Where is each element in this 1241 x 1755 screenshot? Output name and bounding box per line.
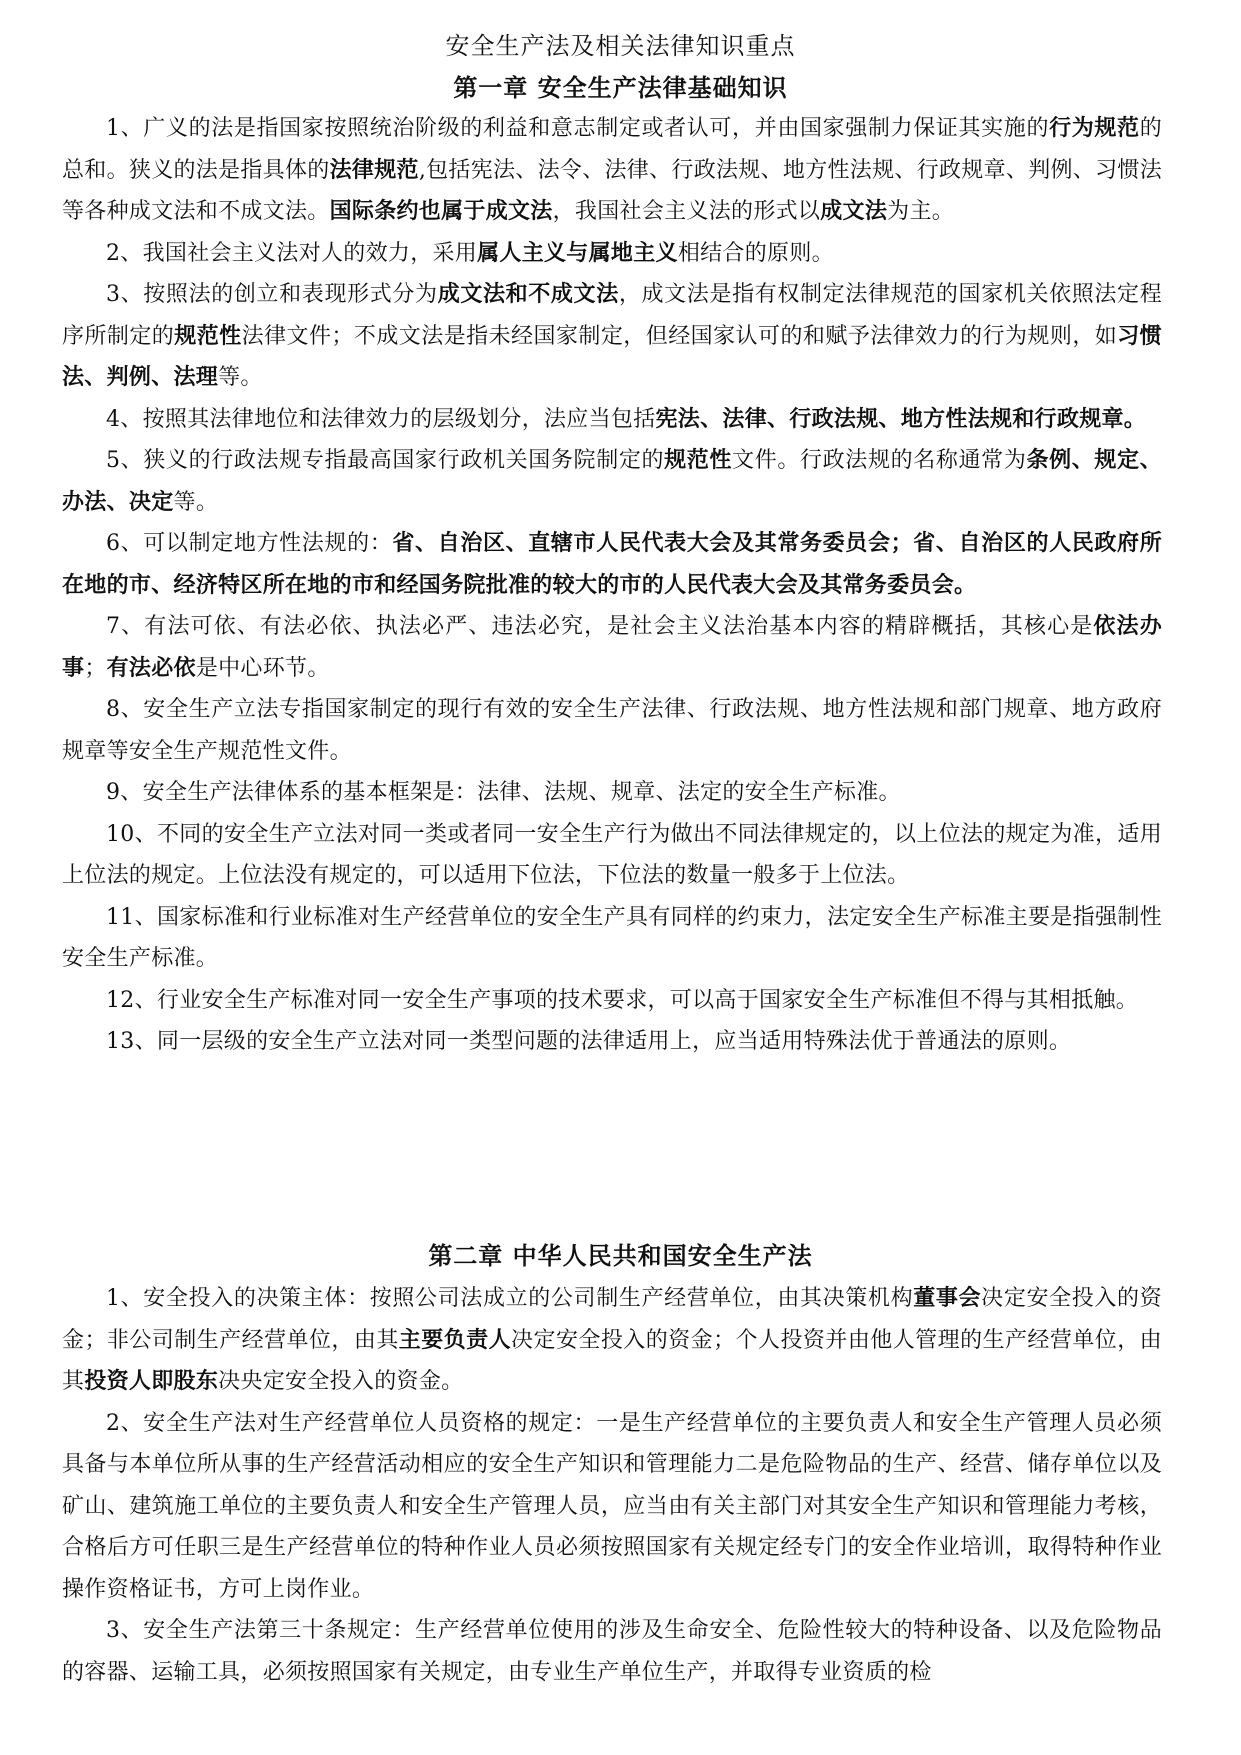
text-run: ； [84, 655, 107, 681]
paragraph [62, 897, 1162, 980]
text-run: 5、狭义的行政法规专指最高国家行政机关国务院制定的 [106, 448, 665, 473]
bold-text: 属人主义与属地主义 [477, 239, 678, 266]
bold-text: 依法办事 [62, 613, 1162, 681]
text-run: 11、国家标准和行业标准对生产经营单位的安全生产具有同样的约束力，法定安全生产标准主要是指强制性安全生产标准。 [62, 904, 1162, 971]
text-run: 为主。 [887, 199, 955, 224]
bold-text: 成文法和不成文法 [437, 281, 619, 307]
text-run: 决央定安全投入的资金。 [218, 1369, 464, 1394]
paragraph [62, 523, 1162, 606]
text-run: 2、安全生产法对生产经营单位人员资格的规定：一是生产经营单位的主要负责人和安全生产管理人员必须具备与本单位所从事的生产经营活动相应的安全生产知识和管理能力二是危险物品的生产、经营、储存单位以及矿山、建筑施工单位的主要负责人和安全生产管理人员，应当由有关主部门对其安全生产知识和管理能力考核，合格后方可任职三是生产经营单位的特种作业人员必须按照国家有关规定经专门的安全作业培训，取得特种作业操作资格证书，方可上岗作业。 [62, 1410, 1162, 1602]
text-run: 3、按照法的创立和表现形式分为 [106, 282, 438, 307]
bold-text: 习惯法、判例、法理 [62, 322, 1162, 390]
paragraph [62, 689, 1162, 772]
bold-text: 条例、规定、办法、决定 [62, 447, 1162, 515]
text-run: 2、我国社会主义法对人的效力，采用 [106, 240, 478, 266]
text-run: 6、可以制定地方性法规的： [106, 531, 393, 556]
bold-text: 成文法 [820, 198, 888, 224]
bold-text: 规范性 [664, 447, 733, 473]
chapter-heading: 第一章 安全生产法律基础知识 [453, 73, 788, 102]
text-run: 9、安全生产法律体系的基本框架是：法律、法规、规章、法定的安全生产标准。 [106, 780, 901, 805]
text-run: 12、行业安全生产标准对同一安全生产事项的技术要求，可以高于国家安全生产标准但不得与其相抵触。 [106, 987, 1139, 1013]
text-run: 文件。行政法规的名称通常为 [732, 448, 1027, 473]
text-run: 等。 [218, 365, 263, 390]
bold-text: 省、自治区、直辖市人民代表大会及其常务委员会；省、自治区的人民政府所在地的市、经济特区所在地的市和经国务院批准的较大的市的人民代表大会及其常务委员会。 [62, 530, 1162, 598]
paragraph [62, 814, 1162, 897]
paragraph [62, 274, 1162, 399]
paragraph [62, 1278, 1162, 1403]
paragraph [62, 606, 1162, 689]
paragraph [62, 108, 1162, 233]
text-run: 决定安全投入的资金；非公司制生产经营单位，由其 [62, 1286, 1162, 1353]
bold-text: 投资人即股东 [84, 1368, 219, 1394]
bold-text: 宪法、法律、行政法规、地方性法规和行政规章。 [655, 405, 1147, 432]
paragraph [62, 1021, 1162, 1063]
bold-text: 法律规范 [329, 156, 419, 183]
text-run: ，我国社会主义法的形式以 [552, 199, 821, 224]
text-run: 7、有法可依、有法必依、执法必严、违法必究，是社会主义法治基本内容的精辟概括，其核心是 [106, 614, 1094, 639]
chapter-body [62, 108, 1162, 1063]
bold-text: 规范性 [174, 322, 242, 349]
text-run: 相结合的原则。 [677, 240, 834, 266]
text-run: 4、按照其法律地位和法律效力的层级划分，法应当包括 [106, 406, 656, 432]
text-run: 1、广义的法是指国家按照统治阶级的利益和意志制定或者认可，并由国家强制力保证其实施的 [106, 116, 1050, 141]
text-run: 10、不同的安全生产立法对同一类或者同一安全生产行为做出不同法律规定的，以上位法的规定为准，适用上位法的规定。上位法没有规定的，可以适用下位法，下位法的数量一般多于上位法。 [62, 821, 1162, 888]
paragraph [62, 1610, 1162, 1693]
document-title: 安全生产法及相关法律知识重点 [445, 32, 796, 60]
text-run: ,包括宪法、法令、法律、行政法规、地方性法规、行政规章、判例、习惯法等各种成文法和不成文法。 [62, 157, 1163, 224]
paragraph [62, 772, 1162, 814]
text-run: 的总和。狭义的法是指具体的 [62, 116, 1163, 183]
paragraph [62, 233, 1162, 275]
bold-text: 行为规范 [1049, 115, 1140, 141]
text-run: ，成文法是指有权制定法律规范的国家机关依照法定程序所制定的 [62, 282, 1163, 349]
text-run: 法律文件；不成文法是指未经国家制定，但经国家认可的和赋予法律效力的行为规则，如 [241, 323, 1118, 349]
text-run: 等。 [173, 489, 219, 515]
bold-text: 国际条约也属于成文法 [329, 198, 553, 224]
bold-text: 有法必依 [106, 654, 196, 681]
text-run: 13、同一层级的安全生产立法对同一类型问题的法律适用上，应当适用特殊法优于普通法的原则。 [106, 1029, 1072, 1054]
chapter-heading: 第二章 中华人民共和国安全生产法 [428, 1241, 813, 1270]
bold-text: 董事会 [913, 1285, 982, 1311]
text-run: 是中心环节。 [195, 655, 330, 681]
paragraph [62, 399, 1162, 441]
text-run: 8、安全生产立法专指国家制定的现行有效的安全生产法律、行政法规、地方性法规和部门规章、地方政府规章等安全生产规范性文件。 [62, 697, 1162, 764]
bold-text: 主要负责人 [398, 1326, 512, 1353]
text-run: 决定安全投入的资金；个人投资并由他人管理的生产经营单位，由其 [62, 1327, 1162, 1394]
paragraph [62, 980, 1162, 1022]
text-run: 1、安全投入的决策主体：按照公司法成立的公司制生产经营单位，由其决策机构 [106, 1286, 914, 1311]
paragraph [62, 440, 1162, 523]
paragraph [62, 1403, 1162, 1611]
chapter-body [62, 1278, 1162, 1693]
text-run: 3、安全生产法第三十条规定：生产经营单位使用的涉及生命安全、危险性较大的特种设备、以及危险物品的容器、运输工具，必须按照国家有关规定，由专业生产单位生产，并取得专业资质的检 [62, 1618, 1162, 1685]
